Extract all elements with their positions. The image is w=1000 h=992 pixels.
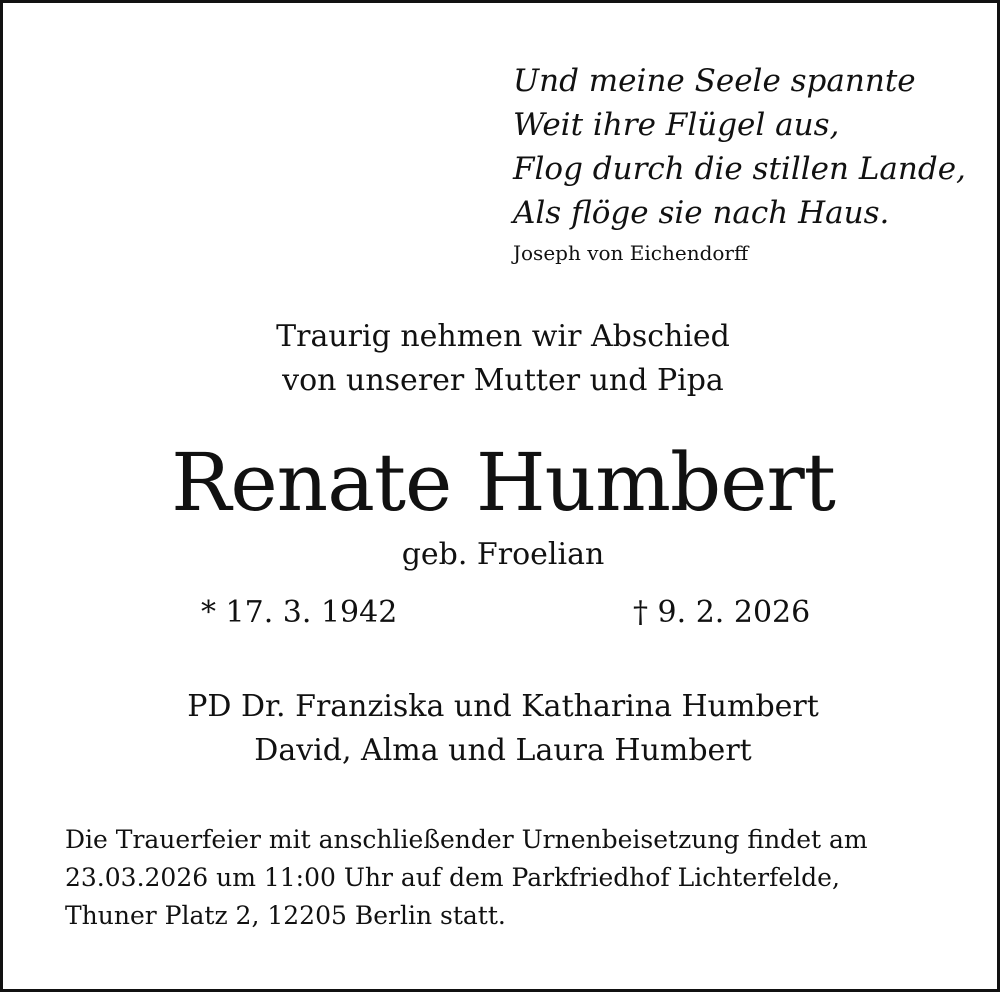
deceased-name: Renate Humbert bbox=[171, 436, 835, 529]
death-date: † 9. 2. 2026 bbox=[633, 595, 811, 630]
funeral-line: 23.03.2026 um 11:00 Uhr auf dem Parkfriedhof Lichterfelde, bbox=[65, 863, 840, 892]
intro-line: von unserer Mutter und Pipa bbox=[282, 363, 724, 398]
mourners-block bbox=[3, 685, 1000, 773]
funeral-line: Die Trauerfeier mit anschließender Urnenbeisetzung findet am bbox=[65, 825, 868, 854]
maiden-name: geb. Froelian bbox=[401, 537, 605, 572]
poem-author: Joseph von Eichendorff bbox=[513, 241, 749, 265]
funeral-line: Thuner Platz 2, 12205 Berlin statt. bbox=[65, 901, 506, 930]
poem-line: Und meine Seele spannte bbox=[513, 63, 916, 99]
poem-line: Flog durch die stillen Lande, bbox=[513, 151, 966, 187]
farewell-intro bbox=[3, 315, 1000, 403]
mourners-line: David, Alma und Laura Humbert bbox=[254, 733, 752, 768]
birth-date: * 17. 3. 1942 bbox=[201, 595, 398, 630]
mourners-line: PD Dr. Franziska und Katharina Humbert bbox=[187, 689, 819, 724]
poem-line: Als flöge sie nach Haus. bbox=[513, 195, 890, 231]
poem-line: Weit ihre Flügel aus, bbox=[513, 107, 840, 143]
intro-line: Traurig nehmen wir Abschied bbox=[276, 319, 730, 354]
poem-block bbox=[513, 59, 983, 269]
funeral-notice bbox=[65, 821, 965, 935]
